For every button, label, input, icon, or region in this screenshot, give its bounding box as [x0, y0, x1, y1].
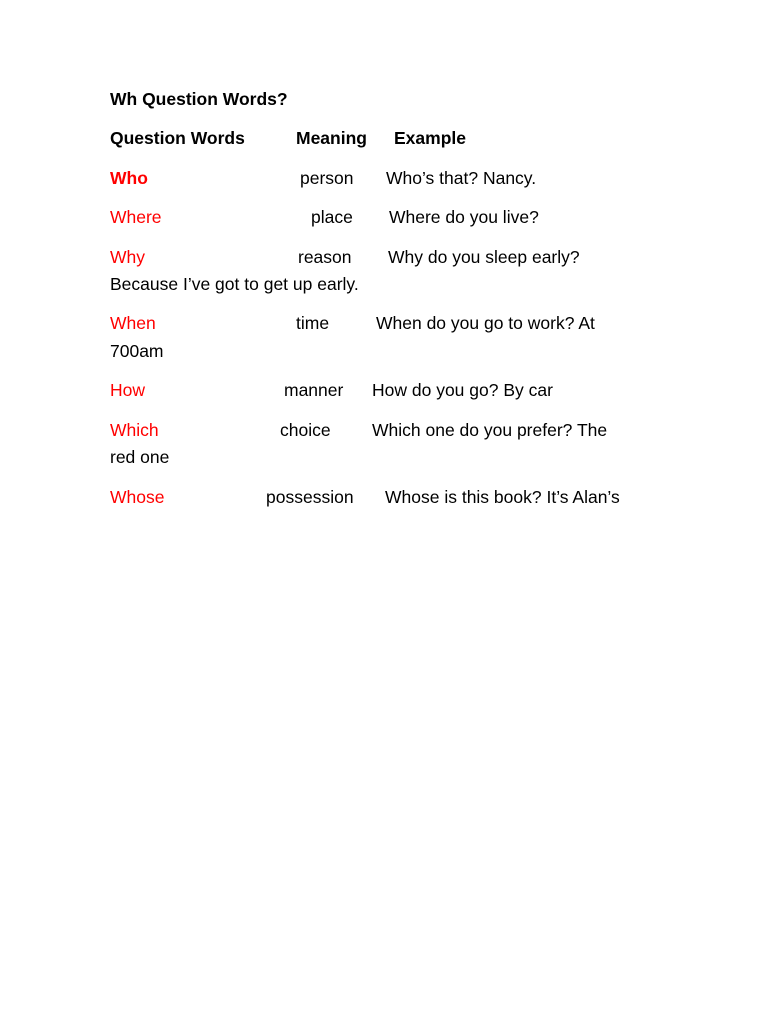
example-where: Where do you live? [389, 207, 539, 227]
question-word-whose: Whose [110, 487, 165, 507]
example-when: When do you go to work? At [376, 313, 595, 333]
meaning-whose: possession [266, 487, 354, 507]
question-word-which: Which [110, 420, 159, 440]
document-title: Wh Question Words? [110, 89, 288, 109]
question-word-where: Where [110, 207, 162, 227]
meaning-how: manner [284, 380, 344, 400]
meaning-where: place [311, 207, 353, 227]
question-word-how: How [110, 380, 146, 400]
example-why: Why do you sleep early? [388, 247, 580, 267]
example-whose: Whose is this book? It’s Alan’s [385, 487, 620, 507]
question-word-why: Why [110, 247, 145, 267]
example-which: Which one do you prefer? The [372, 420, 608, 440]
example-when-continuation: 700am [110, 341, 164, 361]
question-word-when: When [110, 313, 156, 333]
header-question-words: Question Words [110, 128, 245, 148]
header-example: Example [394, 128, 466, 148]
example-who: Who’s that? Nancy. [386, 168, 537, 188]
example-how: How do you go? By car [372, 380, 553, 400]
meaning-when: time [296, 313, 330, 333]
meaning-why: reason [298, 247, 352, 267]
header-meaning: Meaning [296, 128, 367, 148]
question-word-who: Who [110, 168, 148, 188]
meaning-which: choice [280, 420, 331, 440]
example-why-continuation: Because I’ve got to get up early. [110, 274, 359, 294]
example-which-continuation: red one [110, 447, 170, 467]
meaning-who: person [300, 168, 354, 188]
